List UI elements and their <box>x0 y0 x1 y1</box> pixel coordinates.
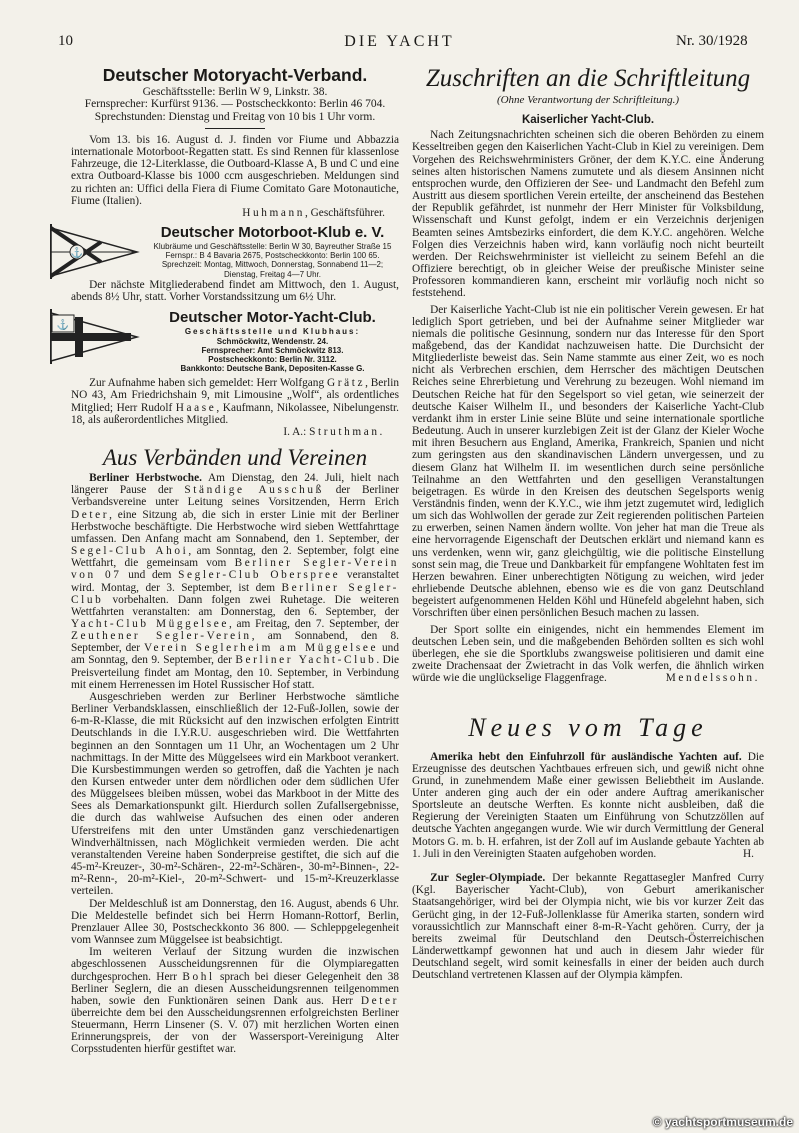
text-run: Ausgeschrieben werden zur Berliner Herbstwoche sämtliche Berliner Verbandsklassen, einschließlich der 12-Fuß-Jollen, sowie der 6-m-R-Klasse, die mit Rücksicht auf den inzwischen erfolgten Eintritt Deutschlands in die I.Y.R.U. ausgeschrieben wird. Die Wettfahrten beginnen an den Sonntagen um 11 Uhr, an Wochentagen um 2 Uhr nachmittags. In der Mitte des Müggelsees wird ein Markboot verankert. Die Kursbestimmungen werden so getroffen, daß die Yachten je nach den Kursen entweder unter dem nördlichen oder dem südlichen Ufer des Müggelsees bleiben müssen, wobei das Markboot in der Mitte des Sees als Demarkationspunkt gilt. Hierdurch sollen Zufallsergebnisse, die durch das wahlweise Aufsuchen des einen oder anderen Uferstreifens mit den unter Umständen ganz verschiedenartigen Windverhältnissen, nach Möglichkeit vermieden werden. Die acht veranstaltenden Vereine haben Sonderpreise gestiftet, die sich auf die 45-m²-Kreuzer-, 30-m²-Schären-, 22-m²-Schären-, 30-m²-Binnen-, 22-m²-Renn-, 20-m²-Kiel-, 20-m²-Schwert- und 15-m²-Kreuzerklasse verteilen. <box>71 690 399 898</box>
dmv-paragraph <box>71 134 399 207</box>
dmyc-office-label: Geschäftsstelle und Klubhaus: <box>184 327 361 337</box>
spaced-name: Grätz <box>326 377 366 390</box>
dmyc-info-line: Schmöckwitz, Wendenstr. 24. <box>216 336 329 346</box>
text-run: Zur Aufnahme haben sich gemeldet: Herr Wolfgang <box>89 377 327 390</box>
letter-signature: Mendelssohn. <box>665 672 760 685</box>
spaced-name: Deter <box>360 994 399 1007</box>
spaced-name: Deter <box>71 508 110 521</box>
letter-heading: Kaiserlicher Yacht-Club. <box>521 114 655 127</box>
section-title-neues: Neues vom Tage <box>468 712 708 742</box>
news-paragraph <box>412 872 764 981</box>
text-run: , am Freitag, den 7. September, der <box>228 617 399 630</box>
text-run: Der nächste Mitgliederabend findet am Mittwoch, den 1. August, abends 8½ Uhr, statt. Vorher Vorstandssitzung um 6½ Uhr. <box>71 278 399 304</box>
text-run: der Berliner Verbandsvereine unter Leitung seines Vorsitzenden, Herrn Erich <box>71 484 399 509</box>
text-run: Im weiteren Verlauf der Sitzung wurden die inzwischen abgeschlossenen Ausscheidungsrennen für die Olympiaregatten durchgesprochen. Herr <box>71 946 399 983</box>
dmk-paragraph <box>71 279 399 303</box>
dmyc-paragraph <box>71 377 399 426</box>
dmv-title: Deutscher Motoryacht-Verband. <box>102 65 368 85</box>
section-subtitle: (Ohne Verantwortung der Schriftleitung.) <box>496 94 680 106</box>
spaced-name: Zeuthener Segler-Verein <box>71 630 252 643</box>
text-run: Der Meldeschluß ist am Donnerstag, den 16. August, abends 6 Uhr. Die Meldestelle befindet sich bei Herrn Homann-Rottorf, Berlin, Prenzlauer Allee 30, Postscheckkonto 36 800. — Schleppgelegenheit vom Wannsee zum Müggelsee ist beabsichtigt. <box>71 897 399 947</box>
text-run: Nach Zeitungsnachrichten scheinen sich die oberen Behörden zu einem Kesseltreiben gegen den Kaiserlichen Yacht-Club in Kiel zu vereinigen. Dem Vorgehen des Reichswehrministers Gröner, der dem K.Y.C. eine Änderung seines alten historischen Namens zumutete und als diesem Ansinnen nicht entsprochen wurde, den Offizieren der See- und Landmacht den Befehl zum Austritt aus diesem sportlichen Verein erteilte, der anscheinend das Bestehen der Republik gefährdet, ist nunmehr der Herr Minister für Volksbildung, Wissenschaft und Kunst gefolgt, indem er ein Verzeichnis derjenigen Beamten seines Amtsbezirks einfordert, die dem K.Y.C. angehören. Welche Folgen dies Verzeichnis haben wird, kann vorläufig noch nicht beurteilt werden. Der Reichswehrminister ist vielleicht zu seinem Befehl an die Offiziere berechtigt, ob in gleicher Weise der preußische Minister seine Professoren kommandieren kann, erscheint mir vorläufig noch nicht so feststehend. <box>412 129 764 300</box>
pennant-flag-icon <box>45 309 140 364</box>
svg-text:⚓: ⚓ <box>70 247 84 259</box>
text-run: , Geschäftsführer. <box>305 206 385 219</box>
text-run: , am Sonnabend, den 8. September, der <box>71 630 399 655</box>
article-paragraph <box>71 946 399 1055</box>
spaced-name: Ständige Ausschuß <box>184 484 324 497</box>
text-run: Der Kaiserliche Yacht-Club ist nie ein politischer Verein gewesen. Er hat lediglich Sport getrieben, und bei der Aufnahme seiner Mitglieder war niemals die politische Gesinnung, sondern nur das Interesse für den Sport maßgebend, das der Kandidat nachzuweisen hatte. Die Durchsicht der Mitgliederliste beweist das. Sein Name stammte aus einer Zeit, wo es noch nicht als Verbrechen erschien, dem Herrscher des mächtigen Deutschen Reiches seine Ehrerbietung und Verehrung zu bezeugen. Wohl niemand im Deutschen Reiche hat für den Segelsport so viel getan, wie seinerzeit der deutsche Kaiser Wilhelm II., und besonders der Kaiserliche Yacht-Club verdankt ihm in erster Linie seine Blüte und seine internationale sportliche Bedeutung. Auch in unserer kurzlebigen Zeit ist der Glanz der Kieler Woche mit ihren Besuchern aus England, Amerika, Frankreich, Spanien und nicht zum geringsten aus den skandinavischen Ländern unvergessen, und zu diesem Glanz hat Wilhelm II. im wesentlichen durch seine persönliche Teilnahme an den Wettfahrten und den geselligen Veranstaltungen beigetragen. Es würde in den Kreisen des deutschen Segelsports wenig Verständnis finden, wenn der K.Y.C., wie ihm jetzt zugemutet wird, lediglich um sich das Wohlwollen der gerade zur Zeit regierenden politischen Parteien zu erwerben, seinen Namen ändern wollte. Von jeher hat man die Treue als eine hervorragende Eigenschaft der Deutschen erklärt und niemand kann es uns verdenken, wenn wir, ganz gleichgültig, wie die politische Einstellung sonst sein mag, die Treue und Dankbarkeit für empfangene Wohltaten fest im Herzen bewahren. Einer unberechtigten Nötigung zu weichen, wird jeder ehrliebende Deutsche ablehnen, ebenso wie es die von ganz Deutschland begeistert aufgenommenen Helden Köhl und Hünefeld abgelehnt haben, sich Vorschriften über einen persönlichen Besuch machen zu lassen. <box>412 303 764 620</box>
dmyc-signature <box>71 426 399 438</box>
dmv-info <box>71 86 399 123</box>
issue-number: Nr. 30/1928 <box>676 33 748 49</box>
text-run: . Die Preisverteilung findet am Montag, den 10. September, in Verbindung mit einem Herrenessen im Hotel Russischer Hof statt. <box>71 654 399 691</box>
text-run: Die Erzeugnisse des deutschen Yachtbaues erfreuen sich, und gewiß nicht ohne Grund, in zunehmendem Maße einer gewissen Beliebtheit im Auslande. Unter anderen ging auch der ein oder andere Auftrag amerikanischer Sportsleute an deutsche Werften. Es konnte nicht ausbleiben, daß die Regierung der Vereinigten Staaten um Einführung von Schutzzöllen auf deutsche Yachten angegangen wurde. Wie wir durch Vermittlung der General Motors G. m. b. H. erfahren, ist der Zoll auf im Auslande gebaute Yachten ab 1. Juli in den Vereinigten Staaten aufgehoben worden. <box>412 750 765 860</box>
pennant-flag-icon <box>45 224 140 279</box>
text-run: I. A.: <box>283 425 310 438</box>
spaced-name: Berliner Segler-Verein von 07 <box>71 557 399 582</box>
letter-paragraph <box>412 129 764 299</box>
dmv-info-line: Fernsprecher: Kurfürst 9136. — Postscheckkonto: Berlin 46 704. <box>84 98 386 111</box>
text-run: Vom 13. bis 16. August d. J. finden vor Fiume und Abbazzia internationale Motorboot-Regatten statt. Es sind Rennen für klassenlose Fahrzeuge, die 12-Literklasse, die Outboard-Klasse A, B und C und eine extra Outboard-Klasse bis 1000 ccm ausgeschrieben. Meldungen sind zu richten an: Uffici della Fiera di Fiume Comitato Gare Motonautiche, Fiume (Italien). <box>71 133 399 207</box>
right-column <box>412 64 764 981</box>
article-paragraph <box>71 898 399 947</box>
spaced-name: Bohl <box>182 970 215 983</box>
spaced-name: Verein Seglerheim am Müggelsee <box>143 642 379 655</box>
text-run: überreichte dem bei den Ausscheidungsrennen erfolgreichsten Berliner Steuermann, Herrn Linsener (S. V. 07) mit herzlichen Worten einen Erinnerungspreis, der von der Wassersport-Vereinigung Alter Corpsstudenten hierfür gestiftet war. <box>71 1006 399 1056</box>
spaced-name: Berliner Yacht-Club <box>235 654 377 667</box>
masthead: DIE YACHT <box>344 33 455 50</box>
spaced-name: Haase <box>175 401 217 414</box>
bold-lead-in: Amerika hebt den Einfuhrzoll für ausländische Yachten auf. <box>430 750 742 763</box>
dmyc-info-line: Postscheckkonto: Berlin Nr. 3112. <box>208 354 337 364</box>
dmv-notice <box>71 64 399 219</box>
bold-lead-in: Berliner Herbstwoche. <box>89 472 202 485</box>
bold-lead-in: Zur Segler-Olympiade. <box>430 872 546 885</box>
svg-text:⚓: ⚓ <box>56 320 70 332</box>
page-number: 10 <box>58 33 73 49</box>
text-run: und am Sonntag, den 9. September, der <box>71 642 399 667</box>
text-run: veranstaltet wird. Montag, der 3. September, ist dem <box>71 569 399 594</box>
dmyc-title: Deutscher Motor-Yacht-Club. <box>169 309 376 327</box>
letter-paragraph <box>412 304 764 620</box>
text-run: Am Dienstag, den 24. Juli, hielt nach längerer Pause der <box>71 472 399 497</box>
news-paragraph <box>412 751 764 860</box>
spaced-name: Huhmann <box>242 206 305 219</box>
article-paragraph <box>71 472 399 691</box>
text-run: , eine Sitzung ab, die sich in erster Linie mit der Berliner Herbstwoche beschäftigte. Die Herbstwoche wird sieben Wettfahrttage umfassen. Den Anfang macht am Sonnabend, den 1. September, der <box>71 508 399 545</box>
text-run: Der Sport sollte ein einigendes, nicht ein hemmendes Element im deutschen Leben sein, und die maßgebenden Behörden sollten es sich wohl überlegen, ehe sie die Sportklubs zwangsweise politisieren und damit eine zweite Drachensaat der Zwietracht in das Volk werfen, die ähnlich wirken würde wie die unglückselige Flaggenfrage. <box>412 623 764 685</box>
text-run: sprach bei dieser Gelegenheit den 38 Berliner Seglern, die an diesen Ausscheidungsrennen teilgenommen haben, sowie den Funktionären seinen Dank aus. Herr <box>71 970 399 1007</box>
divider <box>205 128 265 129</box>
text-run: vorbehalten. Dann folgen zwei Ruhetage. Die weiteren Wettfahrten veranstalten: am Donnerstag, den 6. September, der <box>71 593 399 618</box>
dmyc-notice <box>56 309 399 374</box>
article-paragraph <box>71 691 399 898</box>
dmyc-info-line: Bankkonto: Deutsche Bank, Depositen-Kasse G. <box>180 364 365 374</box>
dmk-notice <box>71 224 399 279</box>
spaced-name: Yacht-Club Müggelsee <box>71 617 229 630</box>
text-run: , am Sonntag, den 2. September, folgt eine Wettfahrt, die gemeinsam vom <box>71 545 399 570</box>
section-title-verbaende: Aus Verbänden und Vereinen <box>102 445 368 471</box>
text-run: Der bekannte Regattasegler Manfred Curry (Kgl. Bayerischer Yacht-Club), von Geburt amerikanischer Staatsangehöriger, wird bei der Olympia nicht, wie bis vor kurzer Zeit das Gerücht ging, in der 12-Fuß-Jollenklasse für Amerika starten, sondern wird voraussichtlich zur Mannschaft einer 8-m-R-Yacht gehören. Curry, der ja bereits zweimal für Deutschland den Deutsch-Österreichischen Länderwettkampf gewonnen hat und auch in diesem Jahr wieder für Deutschland segelt, wird somit keinesfalls in einer der beiden auch durch Deutschland vertretenen Klassen auf der Olympia kämpfen. <box>412 872 764 982</box>
text-run: , Berlin NO 43, Am Friedrichshain 9, mit Limousine „Wolf“, als ordentliches Mitglied; Herr Rudolf <box>71 377 400 414</box>
news-signature: H. <box>743 847 754 860</box>
watermark: © yachtsportmuseum.de <box>652 1115 793 1129</box>
section-title-zuschriften: Zuschriften an die Schriftleitung <box>425 65 751 92</box>
dmk-info: Klubräume und Geschäftsstelle: Berlin W 30, Bayreuther Straße 15 Fernspr.: B 4 Bavaria 2675, Postscheckkonto: Berlin 100 65. Sprechzeit: Montag, Mittwoch, Donnerstag, Sonnabend 11—2; Dienstag, Freitag 4—7 Uhr. <box>153 241 392 279</box>
dmv-info-line: Geschäftsstelle: Berlin W 9, Linkstr. 38. <box>142 86 328 98</box>
spaced-name: Berliner Segler-Club <box>71 581 399 606</box>
spaced-name: Segler-Club Oberspree <box>178 569 341 582</box>
text-run: und dem <box>121 569 179 582</box>
dmyc-info-line: Fernsprecher: Amt Schmöckwitz 813. <box>201 345 344 355</box>
spaced-name: Segel-Club Ahoi <box>71 545 189 558</box>
spaced-name: Struthman. <box>309 425 385 438</box>
dmv-signature <box>71 207 399 219</box>
dmk-title: Deutscher Motorboot-Klub e. V. <box>160 223 385 241</box>
text-run: , Kaufmann, Nikolassee, Nibelungenstr. 18, als außerordentliches Mitglied. <box>71 401 399 426</box>
dmv-info-line: Sprechstunden: Dienstag und Freitag von 10 bis 1 Uhr vorm. <box>94 110 376 123</box>
left-column <box>56 64 400 1056</box>
